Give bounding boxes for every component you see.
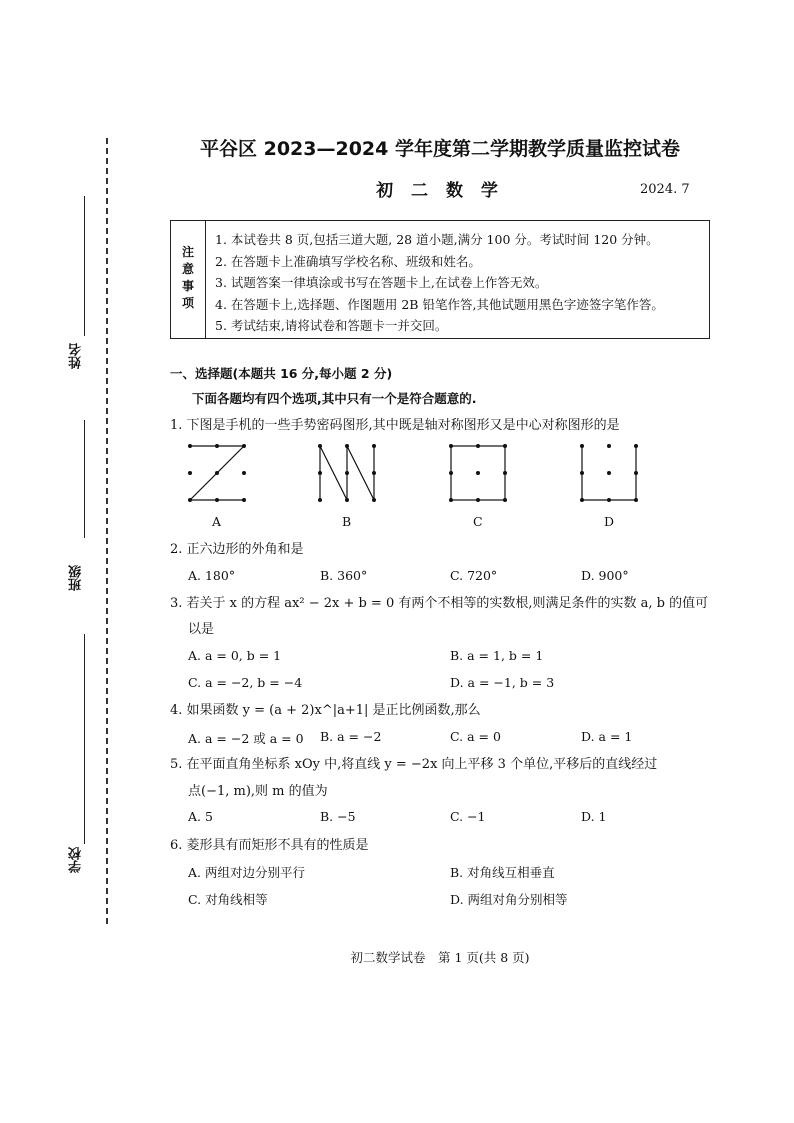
school-label: 学校 (69, 847, 84, 873)
page-footer: 初二数学试卷 第 1 页(共 8 页) (350, 950, 530, 965)
q6-stem: 6. 菱形具有而矩形不具有的性质是 (170, 838, 369, 853)
page-title: 平谷区 2023—2024 学年度第二学期教学质量监控试卷 (200, 138, 680, 160)
figure-d (580, 444, 638, 502)
q2-stem: 2. 正六边形的外角和是 (170, 542, 304, 557)
q3-option-b: B. a = 1, b = 1 (450, 648, 544, 663)
q5-option-c: C. −1 (450, 809, 486, 824)
q1-label-d: D (604, 514, 615, 529)
notice-heading-char: 事 (181, 279, 194, 293)
notice-list (215, 229, 664, 337)
q3-option-c: C. a = −2, b = −4 (188, 675, 303, 690)
figure-a (188, 444, 246, 502)
q1-label-a: A (212, 514, 222, 529)
section-title: 一、选择题(本题共 16 分,每小题 2 分) (170, 366, 393, 381)
q4-option-d: D. a = 1 (581, 729, 633, 744)
q4-option-a: A. a = −2 或 a = 0 (188, 731, 304, 746)
notice-item: 3. 试题答案一律填涂或书写在答题卡上,在试卷上作答无效。 (215, 275, 548, 290)
q1-stem: 1. 下图是手机的一些手势密码图形,其中既是轴对称图形又是中心对称图形的是 (170, 418, 620, 433)
q6-option-b: B. 对角线互相垂直 (450, 865, 555, 880)
q2-option-c: C. 720° (450, 568, 498, 583)
notice-item: 5. 考试结束,请将试卷和答题卡一并交回。 (215, 318, 448, 333)
q6-option-d: D. 两组对角分别相等 (450, 892, 568, 907)
class-line (84, 420, 85, 538)
exam-date: 2024. 7 (640, 182, 690, 197)
name-label: 姓名 (69, 343, 84, 369)
notice-heading-char: 项 (181, 296, 194, 310)
q6-option-c: C. 对角线相等 (188, 892, 268, 907)
figure-c (449, 444, 507, 502)
q6-option-a: A. 两组对边分别平行 (188, 865, 305, 880)
q3-option-a: A. a = 0, b = 1 (188, 648, 282, 663)
figure-b (318, 444, 376, 502)
q2-option-a: A. 180° (188, 568, 236, 583)
q5-option-d: D. 1 (581, 809, 607, 824)
binding-dashed-line (106, 138, 108, 924)
notice-item: 2. 在答题卡上准确填写学校名称、班级和姓名。 (215, 253, 481, 269)
q1-figures (170, 436, 690, 512)
q5-stem-line2: 点(−1, m),则 m 的值为 (188, 784, 328, 799)
q3-stem-line1: 3. 若关于 x 的方程 ax² − 2x + b = 0 有两个不相等的实数根,则满足条件的实数 a, b 的值可 (170, 596, 709, 611)
q3-option-d: D. a = −1, b = 3 (450, 675, 555, 690)
q2-option-b: B. 360° (320, 568, 368, 583)
q4-option-b: B. a = −2 (320, 729, 382, 744)
q5-stem-line1: 5. 在平面直角坐标系 xOy 中,将直线 y = −2x 向上平移 3 个单位,平移后的直线经过 (170, 757, 658, 772)
q3-stem-line2: 以是 (188, 622, 215, 637)
notice-item: 4. 在答题卡上,选择题、作图题用 2B 铅笔作答,其他试题用黑色字迹签字笔作答。 (215, 296, 664, 312)
q1-label-b: B (342, 514, 352, 529)
q4-option-c: C. a = 0 (450, 729, 501, 744)
q4-stem: 4. 如果函数 y = (a + 2)x^|a+1| 是正比例函数,那么 (170, 703, 481, 718)
q1-label-c: C (473, 514, 483, 529)
q5-option-b: B. −5 (320, 809, 356, 824)
page-subtitle: 初 二 数 学 (376, 181, 504, 201)
q5-option-a: A. 5 (188, 809, 213, 824)
notice-heading (171, 221, 206, 338)
notice-item: 1. 本试卷共 8 页,包括三道大题, 28 道小题,满分 100 分。考试时间 120 分钟。 (215, 232, 659, 247)
section-instruction: 下面各题均有四个选项,其中只有一个是符合题意的. (192, 391, 477, 406)
notice-heading-char: 意 (181, 262, 194, 276)
class-label: 班级 (69, 565, 84, 591)
notice-heading-char: 注 (181, 245, 194, 259)
q2-option-d: D. 900° (581, 568, 629, 583)
school-line (84, 634, 85, 844)
name-line (84, 196, 85, 336)
notice-box (170, 220, 710, 339)
